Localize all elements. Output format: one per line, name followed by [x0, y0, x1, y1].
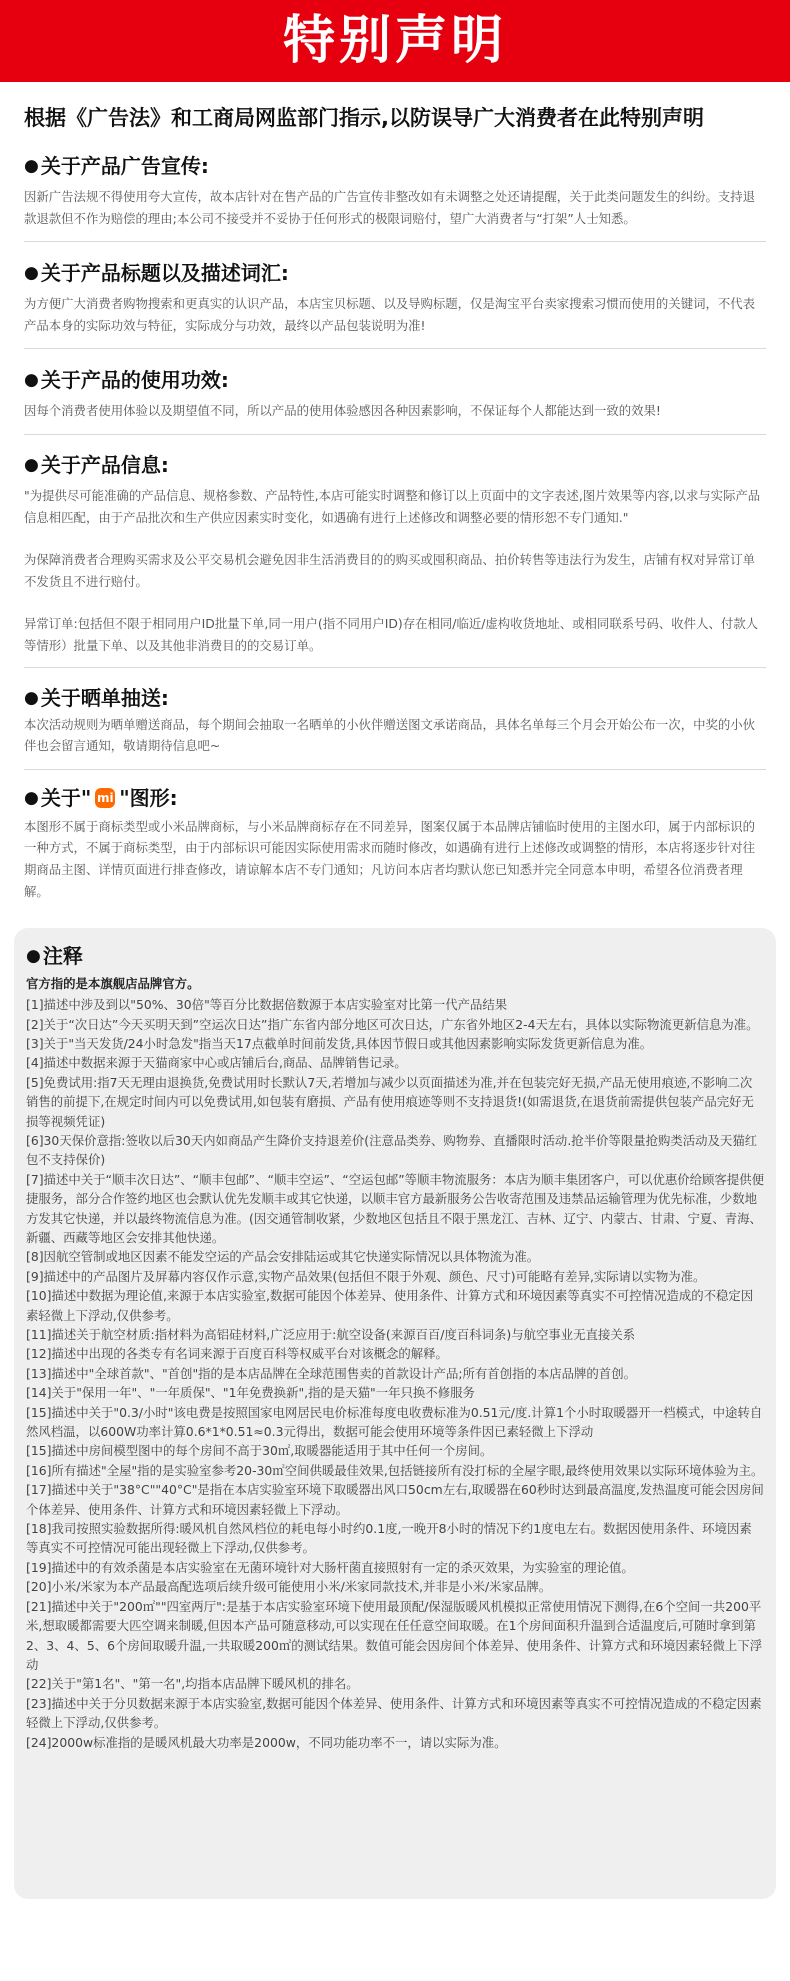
note-item: [4]描述中数据来源于天猫商家中心或店铺后台,商品、品牌销售记录。 — [26, 1055, 407, 1071]
section-text: 为方便广大消费者购物搜索和更真实的认识产品，本店宝贝标题、以及导购标题，仅是淘宝平台卖家搜索习惯而使用的关键词，不代表产品本身的实际功效与特征，实际成分与功效，最终以产品包装说明为准! — [24, 296, 756, 333]
section-title-words — [24, 259, 766, 336]
divider — [24, 241, 766, 242]
section-text: "为提供尽可能准确的产品信息、规格参数、产品特性,本店可能实时调整和修订以上页面中的文字表述,图片效果等内容,以求与实际产品信息相匹配，由于产品批次和生产供应因素实时变化，如遇确有进行上述修改和调整必要的情形恕不专门通知." — [24, 487, 761, 525]
note-item: [19]描述中的有效杀菌是本店实验室在无菌环境针对大肠杆菌直接照射有一定的杀灭效果，为实验室的理论值。 — [26, 1559, 634, 1575]
section-text: 本图形不属于商标类型或小米品牌商标，与小米品牌商标存在不同差异，图案仅属于本品牌店铺临时使用的主图水印，属于内部标识的一种方式，不属于商标类型，由于内部标识可能因实际使用需求而随时修改，如遇确有进行上述修改或调整的情形，本店将逐步针对往期商品主图、详情页面进行排查修改，请谅解本店不专门通知；凡访问本店者均默认您已知悉并完全同意本申明，希望各位消费者理解。 — [24, 818, 756, 899]
notes-panel — [14, 928, 776, 1899]
section-title-pre: 关于" — [40, 785, 92, 810]
note-item: [18]我司按照实验数据所得:暖风机自然风档位的耗电每小时约0.1度,一晚开8小时的情况下约1度电左右。数据因使用条件、环境因素等真实不可控情况可能出现轻微上下浮动,仅供参考。 — [26, 1521, 752, 1556]
notes-subtitle: 官方指的是本旗舰店品牌官方。 — [26, 976, 200, 992]
section-review-gift — [24, 684, 766, 757]
note-item: [8]因航空管制或地区因素不能发空运的产品会安排陆运或其它快递实际情况以具体物流为准。 — [26, 1249, 540, 1265]
bullet-dot-icon: ● — [24, 263, 39, 284]
note-item: [11]描述关于航空材质:指材料为高铝硅材料,广泛应用于:航空设备(来源百百/度百科词条)与航空事业无直接关系 — [26, 1327, 636, 1342]
divider — [24, 434, 766, 435]
note-item: [10]描述中数据为理论值,来源于本店实验室,数据可能因个体差异、使用条件、计算方式和环境因素等真实不可控情况造成的不稳定因素轻微上下浮动,仅供参考。 — [26, 1288, 754, 1323]
note-item: [5]免费试用:指7天无理由退换货,免费试用时长默认7天,若增加与减少以页面描述为准,并在包装完好无损,产品无使用痕迹,不影响二次销售的前提下,在规定时间内可以免费试用,如包装有磨损、产品有使用痕迹等则不支持退货!(如需退货,在退货前需提供包装产品完好无损等视频凭证) — [26, 1074, 754, 1129]
section-product-info — [24, 451, 766, 657]
mi-logo-icon: mi — [95, 788, 115, 808]
divider — [24, 348, 766, 349]
section-text: 因每个消费者使用体验以及期望值不同，所以产品的使用体验感因各种因素影响，不保证每个人都能达到一致的效果! — [24, 403, 661, 419]
section-ad — [24, 152, 766, 229]
note-item: [15]描述中房间模型图中的每个房间不高于30㎡,取暖器能适用于其中任何一个房间。 — [26, 1443, 493, 1459]
divider — [24, 769, 766, 770]
section-efficacy — [24, 366, 766, 422]
bullet-dot-icon: ● — [24, 370, 39, 391]
section-text: 为保障消费者合理购买需求及公平交易机会避免因非生活消费目的的购买或囤积商品、拍价转售等违法行为发生，店铺有权对异常订单不发货且不进行赔付。 — [24, 552, 756, 589]
note-item: [16]所有描述"全屋"指的是实验室参考20-30㎡空间供暖最佳效果,包括链接所有没打标的全屋字眼,最终使用效果以实际环境体验为主。 — [26, 1462, 764, 1478]
note-item: [9]描述中的产品图片及屏幕内容仅作示意,实物产品效果(包括但不限于外观、颜色、尺寸)可能略有差异,实际请以实物为准。 — [26, 1268, 706, 1284]
note-item: [7]描述中关于“顺丰次日达”、“顺丰包邮”、“顺丰空运”、“空运包邮”等顺丰物流服务：本店为顺丰集团客户，可以优惠价给顾客提供便捷服务，部分合作签约地区也会默认优先发顺丰或其它快递，以顺丰官方最新服务公告收寄范围及违禁品运输管理为优先标准，少数地方发其它快递，并以最终物流信息为准。(因交通管制收紧，少数地区包括且不限于黑龙江、吉林、辽宁、内蒙古、甘肃、宁夏、青海、新疆、西藏等地区会安排其他快递。 — [26, 1171, 764, 1245]
note-item: [1]描述中涉及到以"50%、30倍"等百分比数据倍数源于本店实验室对比第一代产品结果 — [26, 997, 508, 1013]
note-item: [12]描述中出现的各类专有名词来源于百度百科等权威平台对该概念的解释。 — [26, 1346, 448, 1362]
note-item: [17]描述中关于"38°C""40°C"是指在本店实验室环境下取暖器出风口50cm左右,取暖器在60秒时达到最高温度,发热温度可能会因房间个体差异、使用条件、计算方式和环境因素轻微上下浮动。 — [26, 1482, 764, 1517]
note-item: [2]关于“次日达”今天买明天到”空运次日达”指广东省内部分地区可次日达，广东省外地区2-4天左右，具体以实际物流更新信息为准。 — [26, 1016, 759, 1032]
note-item: [23]描述中关于分贝数据来源于本店实验室,数据可能因个体差异、使用条件、计算方式和环境因素等真实不可控情况造成的不稳定因素轻微上下浮动,仅供参考。 — [26, 1695, 762, 1731]
section-title: 关于晒单抽送: — [40, 685, 169, 710]
note-item: [24]2000w标准指的是暖风机最大功率是2000w，不同功能功率不一，请以实际为准。 — [26, 1734, 507, 1750]
banner — [0, 0, 790, 82]
note-item: [20]小米/米家为本产品最高配选项后续升级可能使用小米/米家同款技术,并非是小米/米家品牌。 — [26, 1579, 552, 1595]
banner-title: 特别声明 — [282, 11, 507, 71]
headline: 根据《广告法》和工商局网监部门指示,以防误导广大消费者在此特别声明 — [24, 106, 704, 130]
bullet-dot-icon: ● — [24, 156, 39, 176]
bullet-dot-icon: ● — [24, 454, 39, 475]
section-title-post: "图形: — [119, 785, 178, 810]
section-title: 关于产品标题以及描述词汇: — [40, 261, 289, 286]
notes-list — [26, 995, 764, 1752]
bullet-dot-icon: ● — [26, 946, 41, 967]
note-item: [21]描述中关于"200㎡""四室两厅":是基于本店实验室环境下使用最顶配/保湿版暖风机模拟正常使用情况下测得,在6个空间一共200平米,想取暖都需要大匹空调来制暖,但因本产品可随意移动,可以实现在任任意空间取暖。在1个房间面积升温到合适温度后,可随时拿到第2、3、4、5、6个房间取暖升温,一共取暖200㎡的测试结果。数值可能会因房间个体差异、使用条件、计算方式和环境因素轻微上下浮动 — [26, 1598, 763, 1672]
bullet-dot-icon: ● — [24, 787, 39, 808]
note-item: [6]30天保价意指:签收以后30天内如商品产生降价支持退差价(注意品类券、购物券、直播限时活动.抢半价等限量抢购类活动及天猫红包不支持保价) — [26, 1132, 758, 1168]
divider — [24, 667, 766, 668]
section-title: 关于产品广告宣传: — [40, 154, 209, 178]
note-item: [14]关于"保用一年"、"一年质保"、"1年免费换新",指的是天猫"一年只换不修服务 — [26, 1385, 475, 1401]
section-title: 关于产品信息: — [40, 452, 169, 477]
section-text: 本次活动规则为晒单赠送商品，每个期间会抽取一名晒单的小伙伴赠送图文承诺商品，具体名单每三个月会开始公布一次，中奖的小伙伴也会留言通知，敬请期待信息吧~ — [24, 716, 756, 754]
notes-title: 注释 — [42, 944, 83, 969]
note-item: [15]描述中关于"0.3/小时"该电费是按照国家电网居民电价标准每度电收费标准为0.51元/度.计算1个小时取暖器开一档模式，中途转自然风档温，以600W功率计算0.6*1*0.51≈0.3元得出，数据可能会使用环境等条件因已素轻微上下浮动 — [26, 1404, 763, 1440]
note-item: [13]描述中"全球首款"、"首创"指的是本店品牌在全球范围售卖的首款设计产品;所有首创指的本店品牌的首创。 — [26, 1365, 636, 1381]
section-title: 关于产品的使用功效: — [40, 368, 229, 393]
note-item: [22]关于"第1名"、"第一名",均指本店品牌下暖风机的排名。 — [26, 1676, 359, 1692]
bullet-dot-icon: ● — [24, 687, 39, 708]
section-text: 因新广告法规不得使用夸大宣传，故本店针对在售产品的广告宣传非整改如有未调整之处还请提醒，关于此类问题发生的纠纷。支持退款退款但不作为赔偿的理由;本公司不接受并不妥协于任何形式的极限词赔付，望广大消费者与“打架”人士知悉。 — [24, 189, 756, 226]
note-item: [3]关于"当天发货/24小时急发"指当天17点截单时间前发货,具体因节假日或其他因素影响实际发货更新信息为准。 — [26, 1035, 653, 1051]
section-mi-graphic — [24, 784, 766, 902]
section-text: 异常订单:包括但不限于相同用户ID批量下单,同一用户(指不同用户ID)存在相同/临近/虚构收货地址、或相同联系号码、收件人、付款人等情形）批量下单、以及其他非消费目的的交易订单。 — [24, 616, 759, 653]
